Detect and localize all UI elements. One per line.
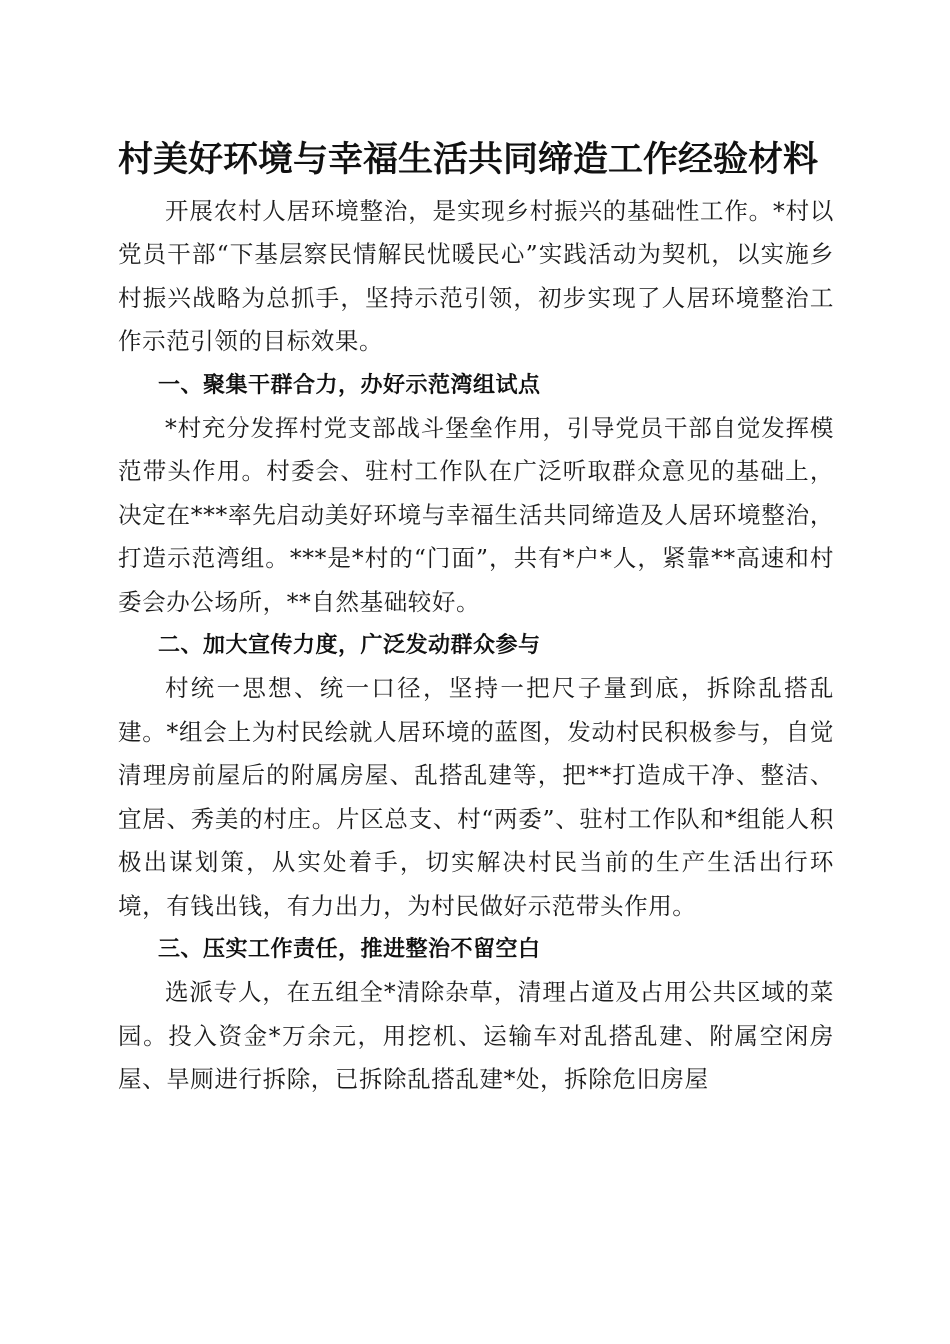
section-3-heading: 三、压实工作责任，推进整治不留空白 xyxy=(158,936,541,962)
document-title: 村美好环境与幸福生活共同缔造工作经验材料 xyxy=(118,139,819,180)
section-3-paragraph: 选派专人，在五组全*清除杂草，清理占道及占用公共区域的菜园。投入资金*万余元，用挖机、运输车对乱搭乱建、附属空闲房屋、旱厕进行拆除，已拆除乱搭乱建*处，拆除危旧房屋 xyxy=(118,978,834,1094)
intro-paragraph: 开展农村人居环境整治，是实现乡村振兴的基础性工作。*村以党员干部“下基层察民情解民忧暖民心”实践活动为契机，以实施乡村振兴战略为总抓手，坚持示范引领，初步实现了人居环境整治工作示范引领的目标效果。 xyxy=(118,197,834,356)
section-1-heading: 一、聚集干群合力，办好示范湾组试点 xyxy=(158,372,541,398)
section-1-paragraph: *村充分发挥村党支部战斗堡垒作用，引导党员干部自觉发挥模范带头作用。村委会、驻村工作队在广泛听取群众意见的基础上，决定在***率先启动美好环境与幸福生活共同缔造及人居环境整治，打造示范湾组。***是*村的“门面”，共有*户*人，紧靠**高速和村委会办公场所，**自然基础较好。 xyxy=(118,414,834,616)
section-2-paragraph: 村统一思想、统一口径，坚持一把尺子量到底，拆除乱搭乱建。*组会上为村民绘就人居环境的蓝图，发动村民积极参与，自觉清理房前屋后的附属房屋、乱搭乱建等，把**打造成干净、整洁、宜居、秀美的村庄。片区总支、村“两委”、驻村工作队和*组能人积极出谋划策，从实处着手，切实解决村民当前的生产生活出行环境，有钱出钱，有力出力，为村民做好示范带头作用。 xyxy=(118,674,834,920)
document-body xyxy=(118,190,834,1102)
section-2-heading: 二、加大宣传力度，广泛发动群众参与 xyxy=(158,633,541,659)
